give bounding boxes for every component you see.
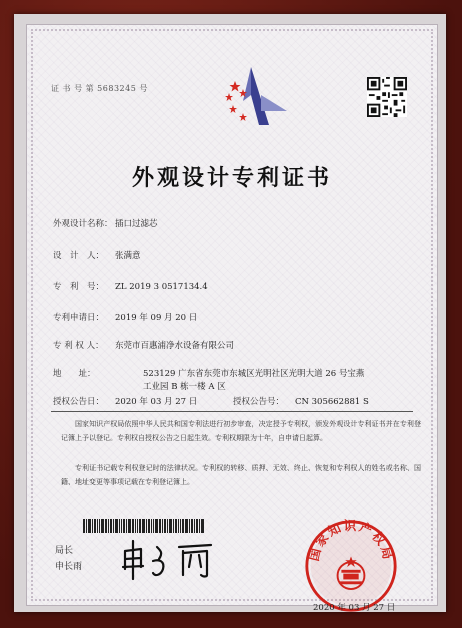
patent-number-value: ZL 2019 3 0517134.4 <box>115 282 208 292</box>
design-name-value: 插口过滤芯 <box>115 219 158 229</box>
legal-status-paragraph: 专利证书记载专利权登记时的法律状况。专利权的转移、质押、无效、终止、恢复和专利权人的姓名或名称、国籍、地址变更等事项记载在专利登记簿上。 <box>61 464 421 486</box>
designer-value: 张满意 <box>115 251 141 261</box>
grant-date-label: 授权公告日： <box>53 397 105 407</box>
grant-row <box>53 395 369 407</box>
barcode <box>83 519 223 533</box>
filing-date-label: 专利申请日： <box>53 313 105 323</box>
design-name-label: 外观设计名称： <box>53 219 113 229</box>
patent-number-row <box>53 280 208 292</box>
qr-code-icon <box>367 77 407 117</box>
filing-date-row <box>53 311 197 323</box>
grant-number-value: CN 305662881 S <box>295 397 369 407</box>
patentee-label: 专 利 权 人： <box>53 341 104 351</box>
certificate-title: 外观设计专利证书 <box>131 165 332 191</box>
designer-label: 设 计 人： <box>53 251 105 261</box>
address-label: 地 址： <box>53 369 96 379</box>
seal-date: 2020 年 03 月 27 日 <box>313 603 396 613</box>
patentee-value: 东莞市百惠浦净水设备有限公司 <box>115 341 235 351</box>
designer-row <box>53 249 141 261</box>
seal-text: 国家知识产权局 <box>305 518 397 563</box>
grant-number-label: 授权公告号： <box>233 397 285 407</box>
address-line2: 工业园 B 栋一楼 A 区 <box>143 382 226 392</box>
grant-date-value: 2020 年 03 月 27 日 <box>115 397 198 407</box>
patent-office-emblem-icon <box>221 65 291 131</box>
address-line1: 523129 广东省东莞市东城区光明社区光明大道 26 号宝燕 <box>143 369 365 379</box>
divider <box>51 411 413 412</box>
patentee-row <box>53 339 234 351</box>
director-name: 申长雨 <box>55 562 83 572</box>
certificate-number: 证 书 号 第 5683245 号 <box>51 84 148 93</box>
official-seal <box>303 518 399 614</box>
certificate-paper <box>26 24 438 613</box>
design-name-row <box>53 217 158 229</box>
patent-number-label: 专 利 号： <box>53 282 105 292</box>
filing-date-value: 2019 年 09 月 20 日 <box>115 313 198 323</box>
director-title: 局长 <box>55 546 74 556</box>
director-signature <box>119 537 229 581</box>
address-row <box>53 367 364 379</box>
grant-statement-paragraph: 国家知识产权局依照中华人民共和国专利法进行初步审查，决定授予专利权，颁发外观设计专利证书并在专利登记簿上予以登记。专利权自授权公告之日起生效。专利权期限为十年，自申请日起算。 <box>61 420 421 442</box>
